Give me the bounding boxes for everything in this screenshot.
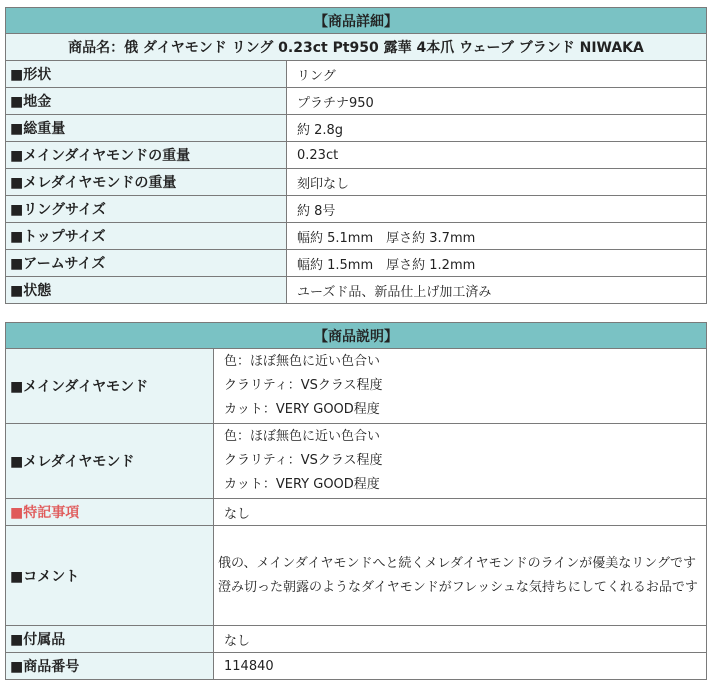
comment-row — [6, 526, 707, 626]
weight-value: 約 2.8g — [287, 115, 707, 142]
product-number-value: 114840 — [214, 653, 707, 680]
main-diamond-label: ■メインダイヤモンド — [6, 349, 214, 424]
special-notes-row — [6, 499, 707, 526]
mele-diamond-clarity: クラリティ：VSクラス程度 — [224, 453, 383, 468]
main-diamond-row — [6, 349, 707, 424]
detail-row-ring-size — [6, 196, 707, 223]
ring-size-value: 約 8号 — [287, 196, 707, 223]
main-diamond-weight-label: ■メインダイヤモンドの重量 — [6, 142, 287, 169]
main-diamond-specs — [214, 349, 707, 424]
shape-label: ■形状 — [6, 61, 287, 88]
description-header: 【商品説明】 — [6, 323, 707, 349]
weight-label: ■総重量 — [6, 115, 287, 142]
ring-size-label: ■リングサイズ — [6, 196, 287, 223]
arm-size-value: 幅約 1.5mm 厚さ約 1.2mm — [287, 250, 707, 277]
metal-value: プラチナ950 — [287, 88, 707, 115]
main-diamond-color: 色：ほぼ無色に近い色合い — [224, 354, 381, 369]
product-number-label: ■商品番号 — [6, 653, 214, 680]
top-size-label: ■トップサイズ — [6, 223, 287, 250]
detail-row-condition — [6, 277, 707, 304]
condition-value: ユーズド品、新品仕上げ加工済み — [287, 277, 707, 304]
product-description-table — [5, 322, 707, 680]
main-diamond-clarity: クラリティ：VSクラス程度 — [224, 378, 383, 393]
details-header: 【商品詳細】 — [6, 8, 707, 34]
mele-diamond-specs — [214, 424, 707, 499]
detail-row-weight — [6, 115, 707, 142]
product-name: 商品名：俄 ダイヤモンド リング 0.23ct Pt950 露華 4本爪 ウェーブ ブランド NIWAKA — [6, 34, 707, 61]
metal-label: ■地金 — [6, 88, 287, 115]
comment-label: ■コメント — [6, 526, 214, 626]
special-notes-label: ■特記事項 — [6, 499, 214, 526]
mele-diamond-label: ■メレダイヤモンド — [6, 424, 214, 499]
main-diamond-weight-value: 0.23ct — [287, 142, 707, 169]
detail-row-mele-diamond-weight — [6, 169, 707, 196]
mele-diamond-cut: カット：VERY GOOD程度 — [224, 477, 380, 492]
accessories-value: なし — [214, 626, 707, 653]
top-size-value: 幅約 5.1mm 厚さ約 3.7mm — [287, 223, 707, 250]
detail-row-arm-size — [6, 250, 707, 277]
accessories-label: ■付属品 — [6, 626, 214, 653]
product-details-table — [5, 7, 707, 304]
mele-diamond-row — [6, 424, 707, 499]
condition-label: ■状態 — [6, 277, 287, 304]
accessories-row — [6, 626, 707, 653]
shape-value: リング — [287, 61, 707, 88]
mele-diamond-weight-value: 刻印なし — [287, 169, 707, 196]
product-number-row — [6, 653, 707, 680]
detail-row-top-size — [6, 223, 707, 250]
comment-text: 俄の、メインダイヤモンドへと続くメレダイヤモンドのラインが優美なリングです 澄み切った朝露のようなダイヤモンドがフレッシュな気持ちにしてくれるお品です — [214, 526, 707, 626]
main-diamond-cut: カット：VERY GOOD程度 — [224, 402, 380, 417]
detail-row-shape — [6, 61, 707, 88]
mele-diamond-weight-label: ■メレダイヤモンドの重量 — [6, 169, 287, 196]
mele-diamond-color: 色：ほぼ無色に近い色合い — [224, 429, 381, 444]
special-notes-value: なし — [214, 499, 707, 526]
detail-row-metal — [6, 88, 707, 115]
detail-row-main-diamond-weight — [6, 142, 707, 169]
arm-size-label: ■アームサイズ — [6, 250, 287, 277]
